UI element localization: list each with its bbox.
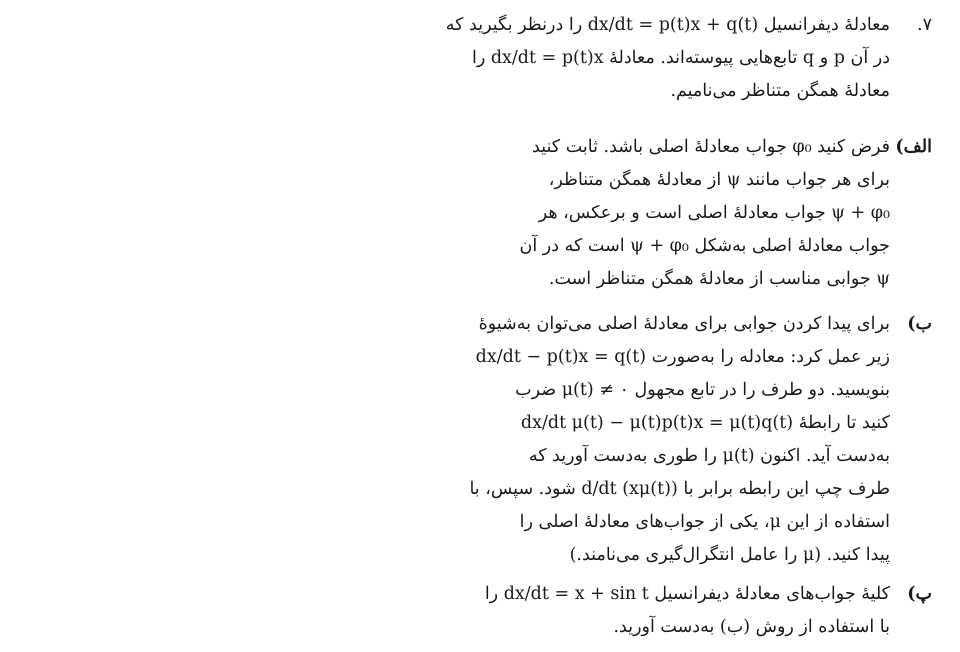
text-line: معادلهٔ دیفرانسیل dx/dt = p(t)x + q(t) را درنظر بگیرید که (445, 15, 890, 35)
part-label: الف) (895, 137, 932, 157)
text-line: با استفاده از روش (ب) به‌دست آورید. (613, 617, 890, 637)
part-label: ب) (907, 314, 932, 334)
part-text (484, 578, 890, 644)
text-line: به‌دست آید. اکنون μ(t) را طوری به‌دست آورید که (528, 446, 890, 466)
text-line: برای پیدا کردن جوابی برای معادلهٔ اصلی می‌توان به‌شیوهٔ (478, 314, 890, 334)
text-line: فرض کنید φ₀ جواب معادلهٔ اصلی باشد. ثابت کنید (532, 137, 890, 157)
part-a (519, 131, 932, 297)
problem-intro-text (445, 9, 890, 108)
part-text (498, 131, 890, 296)
text-line: کنید تا رابطهٔ dx/dt μ(t) − μ(t)p(t)x = μ(t)q(t) (520, 413, 890, 433)
text-line: بنویسید. دو طرف را در تابع مجهول μ(t) ≠ ۰ ضرب (515, 380, 890, 400)
text-line: ψ + φ₀ جواب معادلهٔ اصلی است و برعکس، هر (538, 203, 890, 223)
text-line: در آن p و q تابع‌هایی پیوسته‌اند. معادلهٔ dx/dt = p(t)x را (471, 48, 890, 68)
problem-number: ۷. (917, 15, 932, 35)
text-line: کلیهٔ جواب‌های معادلهٔ دیفرانسیل dx/dt = x + sin t را (484, 584, 890, 604)
text-line: زیر عمل کرد: معادله را به‌صورت dx/dt − p(t)x = q(t) (475, 347, 890, 367)
text-line: پیدا کنید. (μ را عامل انتگرال‌گیری می‌نامند.) (569, 545, 890, 565)
problem-intro (445, 9, 932, 109)
text-line: ψ جوابی مناسب از معادلهٔ همگن متناظر است. (548, 269, 890, 289)
text-line: برای هر جواب مانند ψ از معادلهٔ همگن متناظر، (548, 170, 890, 190)
text-line: معادلهٔ همگن متناظر می‌نامیم. (670, 81, 890, 101)
part-b (469, 308, 932, 573)
part-c (484, 578, 932, 646)
text-line: جواب معادلهٔ اصلی به‌شکل ψ + φ₀ است که در آن (519, 236, 890, 256)
part-text (469, 308, 890, 572)
part-label: پ) (907, 584, 932, 604)
text-line: طرف چپ این رابطه برابر با d/dt (xμ(t)) شود. سپس، با (469, 479, 890, 499)
text-line: استفاده از این μ، یکی از جواب‌های معادلهٔ اصلی را (519, 512, 890, 532)
